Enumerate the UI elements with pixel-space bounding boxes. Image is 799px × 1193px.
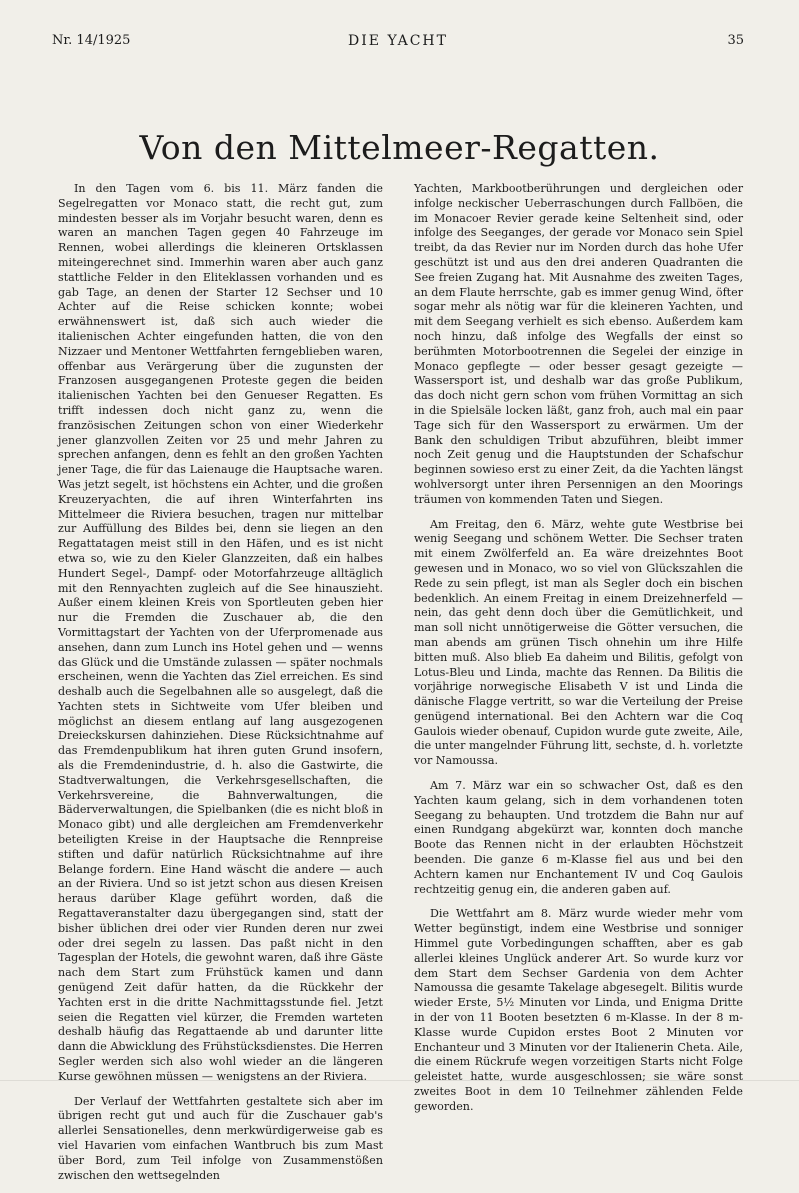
page-number: 35 (727, 33, 744, 48)
left-column (58, 182, 383, 1193)
paragraph: Der Verlauf der Wettfahrten gestaltete sich aber im übrigen recht gut und auch für die Zuschauer gab's allerlei Sensationelles, denn merkwürdigerweise gab es viel Havarien vom einfachen Wantbruch bis zum Mast über Bord, zum Teil infolge von Zusammenstößen zwischen den wettsegelnden (58, 1094, 383, 1182)
paragraph: Die Wettfahrt am 8. März wurde wieder mehr vom Wetter begünstigt, indem eine Westbrise und sonniger Himmel gute Vorbedingungen schafften, aber es gab allerlei kleines Unglück anderer Art. So wurde kurz vor dem Start dem Sechser Gardenia von dem Achter Namoussa die gesamte Takelage abgesegelt. Bilitis wurde wieder Erste, 5½ Minuten vor Linda, und Enigma Dritte in der von 11 Booten besetzten 6 m-Klasse. In der 8 m-Klasse wurde Cupidon erstes Boot 2 Minuten vor Enchanteur und 3 Minuten vor der Italienerin Cheta. Aile, die einem Rückrufe wegen vorzeitigen Starts nicht Folge geleistet hatte, wurde ausgeschlossen; sie wäre sonst zweites Boot in dem 10 Teilnehmer zählenden Felde geworden. (414, 907, 743, 1113)
article-title: Von den Mittelmeer-Regatten. (139, 128, 660, 167)
issue-number: Nr. 14/1925 (52, 33, 131, 48)
magazine-title: DIE YACHT (348, 33, 448, 49)
right-column (414, 182, 743, 1125)
paragraph: Yachten, Markbootberührungen und dergleichen oder infolge neckischer Ueberraschungen durch Fallböen, die im Monacoer Revier gerade keine Seltenheit sind, oder infolge des Seeganges, der gerade vor Monaco sein Spiel treibt, da das Revier nur im Norden durch das hohe Ufer geschützt ist und aus den drei anderen Quadranten die See freien Zugang hat. Mit Ausnahme des zweiten Tages, an dem Flaute herrschte, gab es immer genug Wind, öfter sogar mehr als nötig war für die kleineren Yachten, und mit dem Seegang verhielt es sich ebenso. Außerdem kam noch hinzu, daß infolge des Wegfalls der einst so berühmten Motorbootrennen die Segelei der einzige in Monaco gepflegte — oder besser gesagt gezeigte — Wassersport ist, und deshalb war das große Publikum, das doch nicht gern schon vom frühen Vormittag an sich in die Spielsäle locken läßt, ganz froh, auch mal ein paar Tage sich für den Wassersport zu erwärmen. Um der Bank den schuldigen Tribut abzuführen, bleibt immer noch Zeit genug und die Hauptstunden der Schafschur beginnen sowieso erst zu einer Zeit, da die Yachten längst wohlversorgt unter ihren Persennigen an den Moorings träumen von kommenden Taten und Siegen. (414, 182, 743, 506)
page-fold-line (0, 1080, 799, 1081)
paragraph: In den Tagen vom 6. bis 11. März fanden die Segelregatten vor Monaco statt, die recht gut, zum mindesten besser als im Vorjahr besucht waren, denn es waren an manchen Tagen gegen 40 Fahrzeuge im Rennen, wobei allerdings die kleineren Ortsklassen miteingerechnet sind. Immerhin waren aber auch ganz stattliche Felder in den Eliteklassen vorhanden und es gab Tage, an denen der Starter 12 Sechser und 10 Achter auf die Reise schicken konnte; wobei erwähnenswert ist, daß sich auch wieder die italienischen Achter eingefunden hatten, die von den Nizzaer und Mentoner Wettfahrten ferngeblieben waren, offenbar aus Verärgerung über die zugunsten der Franzosen ausgegangenen Proteste gegen die beiden italienischen Yachten bei den Genueser Regatten. Es trifft indessen doch nicht ganz zu, wenn die französischen Zeitungen schon von einer Wiederkehr jener glanzvollen Zeiten vor 25 und mehr Jahren zu sprechen anfangen, denn es fehlt an den großen Yachten jener Tage, die für das Laienauge die Hauptsache waren. Was jetzt segelt, ist höchstens ein Achter, und die großen Kreuzeryachten, die auf ihren Winterfahrten ins Mittelmeer die Riviera besuchen, tragen nur mittelbar zur Auffüllung des Bildes bei, denn sie liegen an den Regattatagen meist still in den Häfen, und es ist nicht etwa so, wie zu den Kieler Glanzzeiten, daß ein halbes Hundert Segel-, Dampf- oder Motorfahrzeuge alltäglich mit den Rennyachten zugleich auf die See hinauszieht. Außer einem kleinen Kreis von Sportleuten geben hier nur die Fremden die Zuschauer ab, die den Vormittagstart der Yachten von der Uferpromenade aus ansehen, dann zum Lunch ins Hotel gehen und — wenns das Glück und die Umstände zulassen — später nochmals erscheinen, wenn die Yachten das Ziel erreichen. Es sind deshalb auch die Segelbahnen alle so ausgelegt, daß die Yachten stets in Sichtweite vom Ufer bleiben und möglichst an diesem entlang auf lang ausgezogenen Dreieckskursen dahinziehen. Diese Rücksichtnahme auf das Fremdenpublikum hat ihren guten Grund insofern, als die Fremdenindustrie, d. h. also die Gastwirte, die Stadtverwaltungen, die Verkehrsgesellschaften, die Verkehrsvereine, die Bahnverwaltungen, die Bäderverwaltungen, die Spielbanken (die es nicht bloß in Monaco gibt) und alle dergleichen am Fremdenverkehr beteiligten Kreise in der Hauptsache die Rennpreise stiften und dafür natürlich Rücksichtnahme auf ihre Belange fordern. Eine Hand wäscht die andere — auch an der Riviera. Und so ist jetzt schon aus diesen Kreisen heraus darüber Klage geführt worden, daß die Regattaveranstalter dazu übergegangen sind, statt der bisher üblichen drei oder vier Runden deren nur zwei oder drei segeln zu lassen. Das paßt nicht in den Tagesplan der Hotels, die gewohnt waren, daß ihre Gäste nach dem Start zum Frühstück kamen und dann genügend Zeit dafür hatten, da die Rückkehr der Yachten erst in die dritte Nachmittagsstunde fiel. Jetzt seien die Regatten viel kürzer, die Fremden warteten deshalb häufig das Regattaende ab und darunter litte dann die Abwicklung des Frühstücksdienstes. Die Herren Segler werden sich also wohl wieder an die längeren Kurse gewöhnen müssen — wenigstens an der Riviera. (58, 182, 383, 1083)
paragraph: Am 7. März war ein so schwacher Ost, daß es den Yachten kaum gelang, sich in dem vorhandenen toten Seegang zu behaupten. Und trotzdem die Bahn nur auf einen Rundgang abgekürzt war, konnten doch manche Boote das Rennen nicht in der erlaubten Höchstzeit beenden. Die ganze 6 m-Klasse fiel aus und bei den Achtern kamen nur Enchantement IV und Coq Gaulois rechtzeitig genug ein, die anderen gaben auf. (414, 779, 743, 896)
paragraph: Am Freitag, den 6. März, wehte gute Westbrise bei wenig Seegang und schönem Wetter. Die Sechser traten mit einem Zwölferfeld an. Ea wäre dreizehntes Boot gewesen und in Monaco, wo so viel von Glückszahlen die Rede zu sein pflegt, ist man als Segler doch ein bischen bedenklich. An einem Freitag in einem Dreizehnerfeld — nein, das geht denn doch über die Gemütlichkeit, und man soll nicht unnötigerweise die Götter versuchen, die man abends am grünen Tisch ohnehin um ihre Hilfe bitten muß. Also blieb Ea daheim und Bilitis, gefolgt von Lotus-Bleu und Linda, machte das Rennen. Da Bilitis die vorjährige norwegische Elisabeth V ist und Linda die dänische Flagge vertritt, so war die Verteilung der Preise genügend international. Bei den Achtern war die Coq Gaulois wieder obenauf, Cupidon wurde gute zweite, Aile, die unter mangelnder Führung litt, sechste, d. h. vorletzte vor Namoussa. (414, 517, 743, 768)
running-header (52, 33, 744, 53)
